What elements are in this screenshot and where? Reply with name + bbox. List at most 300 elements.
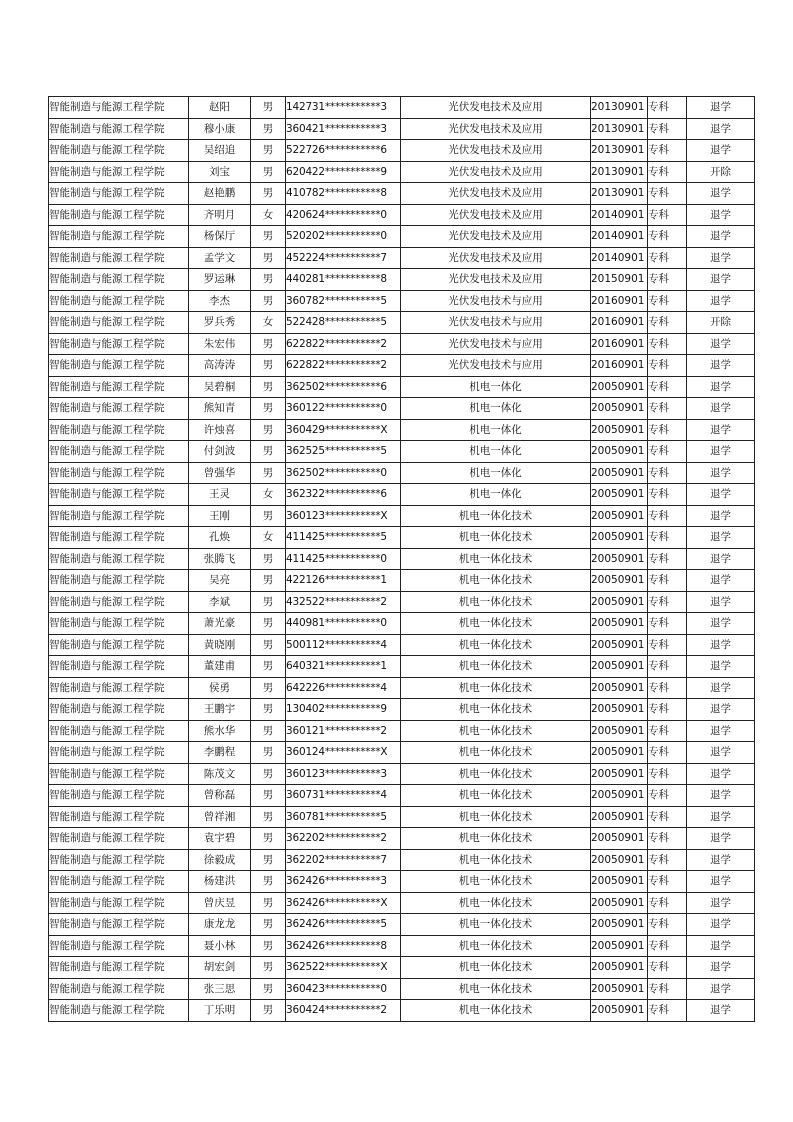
name-cell: 李鹏程 (189, 742, 251, 764)
education-level-cell: 专科 (648, 505, 687, 527)
name-cell: 陈茂文 (189, 763, 251, 785)
major-cell: 机电一体化技术 (401, 634, 591, 656)
major-cell: 机电一体化技术 (401, 548, 591, 570)
enrollment-date-cell: 20050901 (591, 720, 648, 742)
table-row (49, 226, 755, 248)
name-cell: 罗运琳 (189, 269, 251, 291)
major-cell: 机电一体化技术 (401, 527, 591, 549)
major-cell: 机电一体化技术 (401, 957, 591, 979)
name-cell: 吴碧桐 (189, 376, 251, 398)
id-number-cell: 360429***********X (286, 419, 401, 441)
name-cell: 侯勇 (189, 677, 251, 699)
major-cell: 机电一体化技术 (401, 763, 591, 785)
education-level-cell: 专科 (648, 548, 687, 570)
education-level-cell: 专科 (648, 140, 687, 162)
id-number-cell: 622822***********2 (286, 333, 401, 355)
name-cell: 许烛喜 (189, 419, 251, 441)
gender-cell: 男 (251, 677, 286, 699)
education-level-cell: 专科 (648, 118, 687, 140)
name-cell: 黄晓刚 (189, 634, 251, 656)
id-number-cell: 360782***********5 (286, 290, 401, 312)
status-cell: 退学 (687, 1000, 755, 1022)
education-level-cell: 专科 (648, 742, 687, 764)
education-level-cell: 专科 (648, 828, 687, 850)
table-row (49, 634, 755, 656)
id-number-cell: 360421***********3 (286, 118, 401, 140)
enrollment-date-cell: 20050901 (591, 1000, 648, 1022)
gender-cell: 男 (251, 570, 286, 592)
enrollment-date-cell: 20050901 (591, 763, 648, 785)
major-cell: 机电一体化技术 (401, 978, 591, 1000)
gender-cell: 男 (251, 892, 286, 914)
status-cell: 退学 (687, 247, 755, 269)
education-level-cell: 专科 (648, 892, 687, 914)
name-cell: 胡宏剑 (189, 957, 251, 979)
name-cell: 李杰 (189, 290, 251, 312)
gender-cell: 男 (251, 419, 286, 441)
status-cell: 退学 (687, 419, 755, 441)
status-cell: 退学 (687, 505, 755, 527)
name-cell: 王刚 (189, 505, 251, 527)
major-cell: 机电一体化技术 (401, 806, 591, 828)
college-cell: 智能制造与能源工程学院 (49, 226, 189, 248)
enrollment-date-cell: 20050901 (591, 785, 648, 807)
status-cell: 退学 (687, 699, 755, 721)
major-cell: 机电一体化技术 (401, 871, 591, 893)
gender-cell: 男 (251, 118, 286, 140)
enrollment-date-cell: 20160901 (591, 312, 648, 334)
name-cell: 曾称磊 (189, 785, 251, 807)
id-number-cell: 360122***********0 (286, 398, 401, 420)
table-row (49, 505, 755, 527)
status-cell: 退学 (687, 527, 755, 549)
college-cell: 智能制造与能源工程学院 (49, 914, 189, 936)
id-number-cell: 362525***********5 (286, 441, 401, 463)
status-cell: 退学 (687, 849, 755, 871)
status-cell: 退学 (687, 398, 755, 420)
gender-cell: 男 (251, 871, 286, 893)
enrollment-date-cell: 20050901 (591, 699, 648, 721)
status-cell: 退学 (687, 140, 755, 162)
gender-cell: 男 (251, 785, 286, 807)
status-cell: 退学 (687, 634, 755, 656)
name-cell: 杨保厅 (189, 226, 251, 248)
name-cell: 熊知青 (189, 398, 251, 420)
college-cell: 智能制造与能源工程学院 (49, 527, 189, 549)
table-row (49, 484, 755, 506)
table-row (49, 355, 755, 377)
major-cell: 光伏发电技术与应用 (401, 290, 591, 312)
college-cell: 智能制造与能源工程学院 (49, 656, 189, 678)
college-cell: 智能制造与能源工程学院 (49, 312, 189, 334)
college-cell: 智能制造与能源工程学院 (49, 290, 189, 312)
gender-cell: 男 (251, 548, 286, 570)
enrollment-date-cell: 20050901 (591, 677, 648, 699)
name-cell: 李斌 (189, 591, 251, 613)
table-row (49, 1000, 755, 1022)
major-cell: 机电一体化技术 (401, 720, 591, 742)
enrollment-date-cell: 20050901 (591, 978, 648, 1000)
college-cell: 智能制造与能源工程学院 (49, 677, 189, 699)
college-cell: 智能制造与能源工程学院 (49, 161, 189, 183)
status-cell: 退学 (687, 355, 755, 377)
status-cell: 开除 (687, 312, 755, 334)
gender-cell: 男 (251, 935, 286, 957)
college-cell: 智能制造与能源工程学院 (49, 849, 189, 871)
major-cell: 机电一体化 (401, 484, 591, 506)
id-number-cell: 362426***********X (286, 892, 401, 914)
id-number-cell: 522726***********6 (286, 140, 401, 162)
enrollment-date-cell: 20050901 (591, 570, 648, 592)
gender-cell: 男 (251, 290, 286, 312)
major-cell: 机电一体化技术 (401, 914, 591, 936)
education-level-cell: 专科 (648, 527, 687, 549)
status-cell: 退学 (687, 957, 755, 979)
college-cell: 智能制造与能源工程学院 (49, 355, 189, 377)
major-cell: 机电一体化 (401, 398, 591, 420)
name-cell: 赵阳 (189, 97, 251, 119)
name-cell: 刘宝 (189, 161, 251, 183)
name-cell: 丁乐明 (189, 1000, 251, 1022)
major-cell: 光伏发电技术及应用 (401, 183, 591, 205)
name-cell: 康龙龙 (189, 914, 251, 936)
name-cell: 罗兵秀 (189, 312, 251, 334)
table-row (49, 806, 755, 828)
status-cell: 退学 (687, 118, 755, 140)
enrollment-date-cell: 20140901 (591, 247, 648, 269)
college-cell: 智能制造与能源工程学院 (49, 634, 189, 656)
college-cell: 智能制造与能源工程学院 (49, 978, 189, 1000)
college-cell: 智能制造与能源工程学院 (49, 828, 189, 850)
gender-cell: 男 (251, 355, 286, 377)
education-level-cell: 专科 (648, 570, 687, 592)
enrollment-date-cell: 20050901 (591, 871, 648, 893)
table-row (49, 720, 755, 742)
status-cell: 退学 (687, 785, 755, 807)
status-cell: 退学 (687, 226, 755, 248)
status-cell: 退学 (687, 484, 755, 506)
education-level-cell: 专科 (648, 914, 687, 936)
major-cell: 机电一体化技术 (401, 677, 591, 699)
major-cell: 光伏发电技术及应用 (401, 140, 591, 162)
major-cell: 光伏发电技术及应用 (401, 247, 591, 269)
college-cell: 智能制造与能源工程学院 (49, 699, 189, 721)
table-row (49, 333, 755, 355)
college-cell: 智能制造与能源工程学院 (49, 806, 189, 828)
education-level-cell: 专科 (648, 785, 687, 807)
gender-cell: 男 (251, 591, 286, 613)
education-level-cell: 专科 (648, 161, 687, 183)
table-row (49, 527, 755, 549)
table-row (49, 613, 755, 635)
education-level-cell: 专科 (648, 957, 687, 979)
name-cell: 曾庆昱 (189, 892, 251, 914)
id-number-cell: 362502***********6 (286, 376, 401, 398)
enrollment-date-cell: 20130901 (591, 183, 648, 205)
enrollment-date-cell: 20050901 (591, 484, 648, 506)
gender-cell: 男 (251, 613, 286, 635)
id-number-cell: 360124***********X (286, 742, 401, 764)
table-row (49, 398, 755, 420)
id-number-cell: 360781***********5 (286, 806, 401, 828)
status-cell: 退学 (687, 591, 755, 613)
enrollment-date-cell: 20160901 (591, 355, 648, 377)
table-row (49, 161, 755, 183)
name-cell: 董建甫 (189, 656, 251, 678)
enrollment-date-cell: 20050901 (591, 935, 648, 957)
table-row (49, 247, 755, 269)
major-cell: 机电一体化技术 (401, 570, 591, 592)
enrollment-date-cell: 20050901 (591, 828, 648, 850)
enrollment-date-cell: 20050901 (591, 742, 648, 764)
enrollment-date-cell: 20150901 (591, 269, 648, 291)
status-cell: 退学 (687, 183, 755, 205)
status-cell: 退学 (687, 613, 755, 635)
name-cell: 孟学文 (189, 247, 251, 269)
college-cell: 智能制造与能源工程学院 (49, 419, 189, 441)
education-level-cell: 专科 (648, 806, 687, 828)
status-cell: 退学 (687, 97, 755, 119)
enrollment-date-cell: 20050901 (591, 591, 648, 613)
education-level-cell: 专科 (648, 763, 687, 785)
name-cell: 张腾飞 (189, 548, 251, 570)
gender-cell: 男 (251, 247, 286, 269)
id-number-cell: 620422***********9 (286, 161, 401, 183)
table-row (49, 785, 755, 807)
enrollment-date-cell: 20130901 (591, 140, 648, 162)
status-cell: 退学 (687, 462, 755, 484)
education-level-cell: 专科 (648, 699, 687, 721)
status-cell: 退学 (687, 441, 755, 463)
id-number-cell: 362202***********2 (286, 828, 401, 850)
gender-cell: 女 (251, 484, 286, 506)
gender-cell: 男 (251, 97, 286, 119)
status-cell: 退学 (687, 828, 755, 850)
major-cell: 机电一体化 (401, 376, 591, 398)
id-number-cell: 411425***********5 (286, 527, 401, 549)
education-level-cell: 专科 (648, 398, 687, 420)
gender-cell: 男 (251, 634, 286, 656)
id-number-cell: 440281***********8 (286, 269, 401, 291)
id-number-cell: 520202***********0 (286, 226, 401, 248)
status-cell: 退学 (687, 290, 755, 312)
status-cell: 退学 (687, 806, 755, 828)
table-row (49, 742, 755, 764)
college-cell: 智能制造与能源工程学院 (49, 333, 189, 355)
id-number-cell: 360123***********X (286, 505, 401, 527)
id-number-cell: 360423***********0 (286, 978, 401, 1000)
table-row (49, 140, 755, 162)
gender-cell: 男 (251, 398, 286, 420)
table-row (49, 935, 755, 957)
id-number-cell: 420624***********0 (286, 204, 401, 226)
name-cell: 孔焕 (189, 527, 251, 549)
education-level-cell: 专科 (648, 226, 687, 248)
college-cell: 智能制造与能源工程学院 (49, 269, 189, 291)
gender-cell: 男 (251, 376, 286, 398)
enrollment-date-cell: 20050901 (591, 892, 648, 914)
education-level-cell: 专科 (648, 97, 687, 119)
status-cell: 退学 (687, 269, 755, 291)
college-cell: 智能制造与能源工程学院 (49, 720, 189, 742)
enrollment-date-cell: 20050901 (591, 527, 648, 549)
gender-cell: 男 (251, 140, 286, 162)
status-cell: 退学 (687, 656, 755, 678)
id-number-cell: 500112***********4 (286, 634, 401, 656)
id-number-cell: 362502***********0 (286, 462, 401, 484)
college-cell: 智能制造与能源工程学院 (49, 247, 189, 269)
education-level-cell: 专科 (648, 333, 687, 355)
status-cell: 退学 (687, 914, 755, 936)
college-cell: 智能制造与能源工程学院 (49, 376, 189, 398)
status-cell: 退学 (687, 720, 755, 742)
education-level-cell: 专科 (648, 419, 687, 441)
table-row (49, 677, 755, 699)
enrollment-date-cell: 20160901 (591, 333, 648, 355)
enrollment-date-cell: 20160901 (591, 290, 648, 312)
education-level-cell: 专科 (648, 312, 687, 334)
major-cell: 光伏发电技术及应用 (401, 118, 591, 140)
college-cell: 智能制造与能源工程学院 (49, 441, 189, 463)
enrollment-date-cell: 20050901 (591, 398, 648, 420)
gender-cell: 男 (251, 333, 286, 355)
college-cell: 智能制造与能源工程学院 (49, 892, 189, 914)
major-cell: 光伏发电技术及应用 (401, 204, 591, 226)
status-cell: 退学 (687, 333, 755, 355)
status-cell: 开除 (687, 161, 755, 183)
enrollment-date-cell: 20130901 (591, 97, 648, 119)
table-row (49, 763, 755, 785)
enrollment-date-cell: 20050901 (591, 806, 648, 828)
college-cell: 智能制造与能源工程学院 (49, 957, 189, 979)
major-cell: 光伏发电技术及应用 (401, 226, 591, 248)
enrollment-date-cell: 20050901 (591, 634, 648, 656)
gender-cell: 女 (251, 527, 286, 549)
name-cell: 张三思 (189, 978, 251, 1000)
status-cell: 退学 (687, 763, 755, 785)
gender-cell: 男 (251, 742, 286, 764)
name-cell: 朱宏伟 (189, 333, 251, 355)
status-cell: 退学 (687, 978, 755, 1000)
education-level-cell: 专科 (648, 935, 687, 957)
gender-cell: 男 (251, 806, 286, 828)
table-row (49, 656, 755, 678)
id-number-cell: 452224***********7 (286, 247, 401, 269)
enrollment-date-cell: 20050901 (591, 505, 648, 527)
enrollment-date-cell: 20050901 (591, 656, 648, 678)
gender-cell: 男 (251, 720, 286, 742)
id-number-cell: 362322***********6 (286, 484, 401, 506)
id-number-cell: 432522***********2 (286, 591, 401, 613)
id-number-cell: 410782***********8 (286, 183, 401, 205)
college-cell: 智能制造与能源工程学院 (49, 1000, 189, 1022)
college-cell: 智能制造与能源工程学院 (49, 763, 189, 785)
gender-cell: 男 (251, 161, 286, 183)
enrollment-date-cell: 20140901 (591, 204, 648, 226)
table-row (49, 204, 755, 226)
gender-cell: 男 (251, 505, 286, 527)
table-row (49, 441, 755, 463)
table-row (49, 892, 755, 914)
table-row (49, 419, 755, 441)
major-cell: 机电一体化技术 (401, 935, 591, 957)
major-cell: 机电一体化技术 (401, 699, 591, 721)
id-number-cell: 411425***********0 (286, 548, 401, 570)
education-level-cell: 专科 (648, 376, 687, 398)
education-level-cell: 专科 (648, 484, 687, 506)
name-cell: 吴亮 (189, 570, 251, 592)
major-cell: 光伏发电技术及应用 (401, 269, 591, 291)
status-cell: 退学 (687, 892, 755, 914)
id-number-cell: 360121***********2 (286, 720, 401, 742)
enrollment-date-cell: 20130901 (591, 161, 648, 183)
table-row (49, 312, 755, 334)
major-cell: 机电一体化 (401, 419, 591, 441)
status-cell: 退学 (687, 376, 755, 398)
id-number-cell: 142731***********3 (286, 97, 401, 119)
education-level-cell: 专科 (648, 441, 687, 463)
table-row (49, 828, 755, 850)
gender-cell: 男 (251, 978, 286, 1000)
education-level-cell: 专科 (648, 355, 687, 377)
major-cell: 机电一体化技术 (401, 849, 591, 871)
id-number-cell: 130402***********9 (286, 699, 401, 721)
major-cell: 机电一体化 (401, 462, 591, 484)
college-cell: 智能制造与能源工程学院 (49, 591, 189, 613)
gender-cell: 男 (251, 914, 286, 936)
education-level-cell: 专科 (648, 1000, 687, 1022)
name-cell: 吴绍追 (189, 140, 251, 162)
education-level-cell: 专科 (648, 613, 687, 635)
id-number-cell: 360424***********2 (286, 1000, 401, 1022)
id-number-cell: 362426***********8 (286, 935, 401, 957)
table-row (49, 290, 755, 312)
gender-cell: 男 (251, 1000, 286, 1022)
name-cell: 王鹏宇 (189, 699, 251, 721)
id-number-cell: 522428***********5 (286, 312, 401, 334)
college-cell: 智能制造与能源工程学院 (49, 97, 189, 119)
id-number-cell: 360123***********3 (286, 763, 401, 785)
college-cell: 智能制造与能源工程学院 (49, 140, 189, 162)
student-status-table (48, 96, 755, 1022)
college-cell: 智能制造与能源工程学院 (49, 935, 189, 957)
table-row (49, 957, 755, 979)
education-level-cell: 专科 (648, 849, 687, 871)
major-cell: 光伏发电技术及应用 (401, 161, 591, 183)
gender-cell: 男 (251, 763, 286, 785)
table-row (49, 699, 755, 721)
major-cell: 机电一体化技术 (401, 656, 591, 678)
major-cell: 机电一体化技术 (401, 742, 591, 764)
education-level-cell: 专科 (648, 720, 687, 742)
status-cell: 退学 (687, 570, 755, 592)
college-cell: 智能制造与能源工程学院 (49, 118, 189, 140)
major-cell: 光伏发电技术与应用 (401, 355, 591, 377)
college-cell: 智能制造与能源工程学院 (49, 548, 189, 570)
education-level-cell: 专科 (648, 871, 687, 893)
name-cell: 高涛涛 (189, 355, 251, 377)
gender-cell: 男 (251, 849, 286, 871)
name-cell: 赵艳鹏 (189, 183, 251, 205)
education-level-cell: 专科 (648, 462, 687, 484)
gender-cell: 女 (251, 204, 286, 226)
name-cell: 曾祥湘 (189, 806, 251, 828)
major-cell: 机电一体化技术 (401, 591, 591, 613)
id-number-cell: 640321***********1 (286, 656, 401, 678)
college-cell: 智能制造与能源工程学院 (49, 742, 189, 764)
major-cell: 光伏发电技术与应用 (401, 312, 591, 334)
college-cell: 智能制造与能源工程学院 (49, 204, 189, 226)
